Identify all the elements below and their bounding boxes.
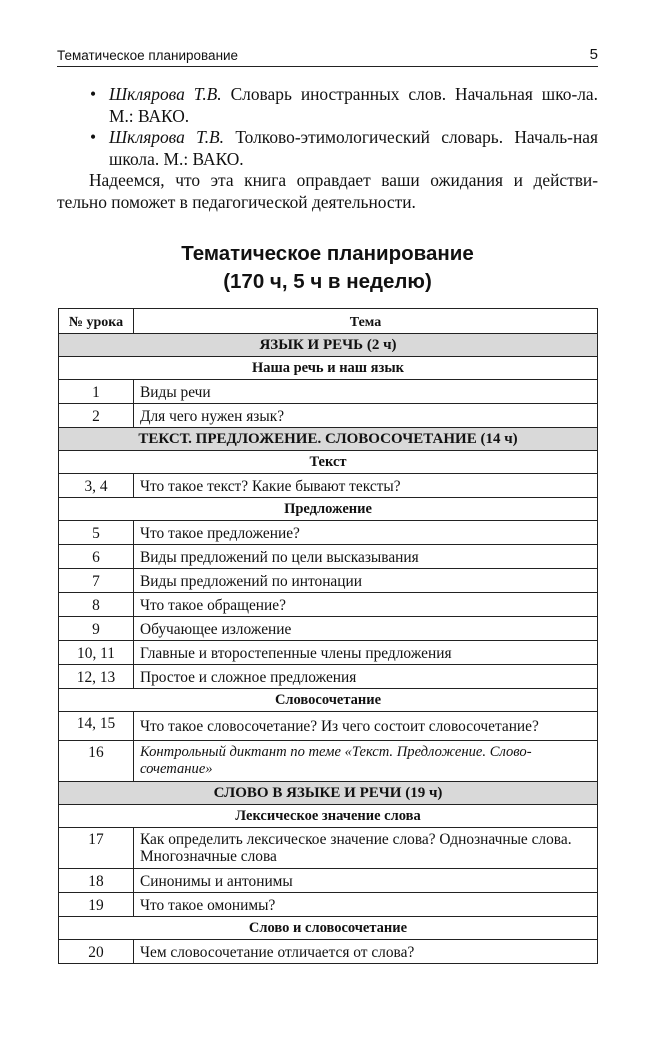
lesson-number: 17 [59, 828, 134, 869]
section-title-line1: Тематическое планирование [181, 242, 474, 265]
lesson-number: 14, 15 [59, 712, 134, 741]
table-row [59, 641, 598, 665]
subsection-heading: Наша речь и наш язык [59, 357, 598, 380]
subsection-row [59, 498, 598, 521]
subsection-row [59, 357, 598, 380]
closing-paragraph: Надеемся, что эта книга оправдает ваши ожидания и действи-тельно поможет в педагогической деятельности. [57, 170, 598, 212]
table-row [59, 474, 598, 498]
subsection-heading: Лексическое значение слова [59, 805, 598, 828]
subsection-heading: Словосочетание [59, 689, 598, 712]
subsection-row [59, 917, 598, 940]
table-row [59, 828, 598, 869]
table-row [59, 741, 598, 782]
bullet-icon: • [90, 127, 97, 147]
lesson-topic: Главные и второстепенные члены предложения [134, 641, 598, 665]
lesson-number: 1 [59, 380, 134, 404]
lesson-number: 5 [59, 521, 134, 545]
subsection-row [59, 689, 598, 712]
lesson-topic: Виды предложений по цели высказывания [134, 545, 598, 569]
lesson-number: 16 [59, 741, 134, 782]
bibliography-text: Толково-этимологический словарь. Началь-ная школа. М.: ВАКО. [109, 127, 598, 169]
running-title: Тематическое планирование [57, 48, 239, 63]
intro-text [57, 84, 598, 213]
lesson-topic: Чем словосочетание отличается от слова? [134, 940, 598, 964]
table-row [59, 893, 598, 917]
table-row [59, 569, 598, 593]
lesson-topic: Простое и сложное предложения [134, 665, 598, 689]
planning-table-body [59, 309, 598, 964]
lesson-number: 12, 13 [59, 665, 134, 689]
table-row [59, 521, 598, 545]
table-row [59, 617, 598, 641]
section-heading: ТЕКСТ. ПРЕДЛОЖЕНИЕ. СЛОВОСОЧЕТАНИЕ (14 ч) [59, 428, 598, 451]
section-title [57, 240, 598, 296]
lesson-topic: Что такое омонимы? [134, 893, 598, 917]
bibliography-author: Шклярова Т.В. [109, 84, 222, 104]
subsection-heading: Слово и словосочетание [59, 917, 598, 940]
page-number: 5 [589, 46, 598, 63]
section-heading: СЛОВО В ЯЗЫКЕ И РЕЧИ (19 ч) [59, 782, 598, 805]
lesson-topic: Что такое предложение? [134, 521, 598, 545]
lesson-topic: Виды предложений по интонации [134, 569, 598, 593]
bibliography-text: Словарь иностранных слов. Начальная шко-ла. М.: ВАКО. [109, 84, 598, 126]
lesson-topic: Виды речи [134, 380, 598, 404]
planning-table [58, 308, 598, 964]
lesson-topic: Как определить лексическое значение слова? Однозначные слова. Многозначные слова [134, 828, 598, 869]
lesson-number: 3, 4 [59, 474, 134, 498]
table-row [59, 404, 598, 428]
lesson-topic: Для чего нужен язык? [134, 404, 598, 428]
table-row [59, 380, 598, 404]
header-topic: Тема [134, 309, 598, 334]
section-row [59, 782, 598, 805]
table-row [59, 593, 598, 617]
subsection-row [59, 451, 598, 474]
table-row [59, 665, 598, 689]
bibliography-item [57, 84, 598, 127]
subsection-row [59, 805, 598, 828]
lesson-topic: Что такое словосочетание? Из чего состоит словосочетание? [134, 712, 598, 741]
table-row [59, 940, 598, 964]
lesson-topic: Контрольный диктант по теме «Текст. Предложение. Слово-сочетание» [134, 741, 598, 782]
lesson-number: 10, 11 [59, 641, 134, 665]
lesson-number: 18 [59, 869, 134, 893]
section-title-line2: (170 ч, 5 ч в неделю) [223, 270, 432, 293]
lesson-topic: Что такое обращение? [134, 593, 598, 617]
header-lesson: № урока [59, 309, 134, 334]
lesson-topic: Что такое текст? Какие бывают тексты? [134, 474, 598, 498]
lesson-number: 9 [59, 617, 134, 641]
section-row [59, 428, 598, 451]
section-row [59, 334, 598, 357]
lesson-number: 8 [59, 593, 134, 617]
bullet-icon: • [90, 84, 97, 104]
bibliography-author: Шклярова Т.В. [109, 127, 225, 147]
lesson-topic: Обучающее изложение [134, 617, 598, 641]
running-header [57, 46, 598, 67]
table-row [59, 545, 598, 569]
lesson-number: 2 [59, 404, 134, 428]
lesson-number: 20 [59, 940, 134, 964]
section-heading: ЯЗЫК И РЕЧЬ (2 ч) [59, 334, 598, 357]
bibliography-item [57, 127, 598, 170]
table-header-row [59, 309, 598, 334]
subsection-heading: Предложение [59, 498, 598, 521]
table-row [59, 712, 598, 741]
lesson-number: 7 [59, 569, 134, 593]
subsection-heading: Текст [59, 451, 598, 474]
lesson-number: 19 [59, 893, 134, 917]
lesson-number: 6 [59, 545, 134, 569]
table-row [59, 869, 598, 893]
lesson-topic: Синонимы и антонимы [134, 869, 598, 893]
